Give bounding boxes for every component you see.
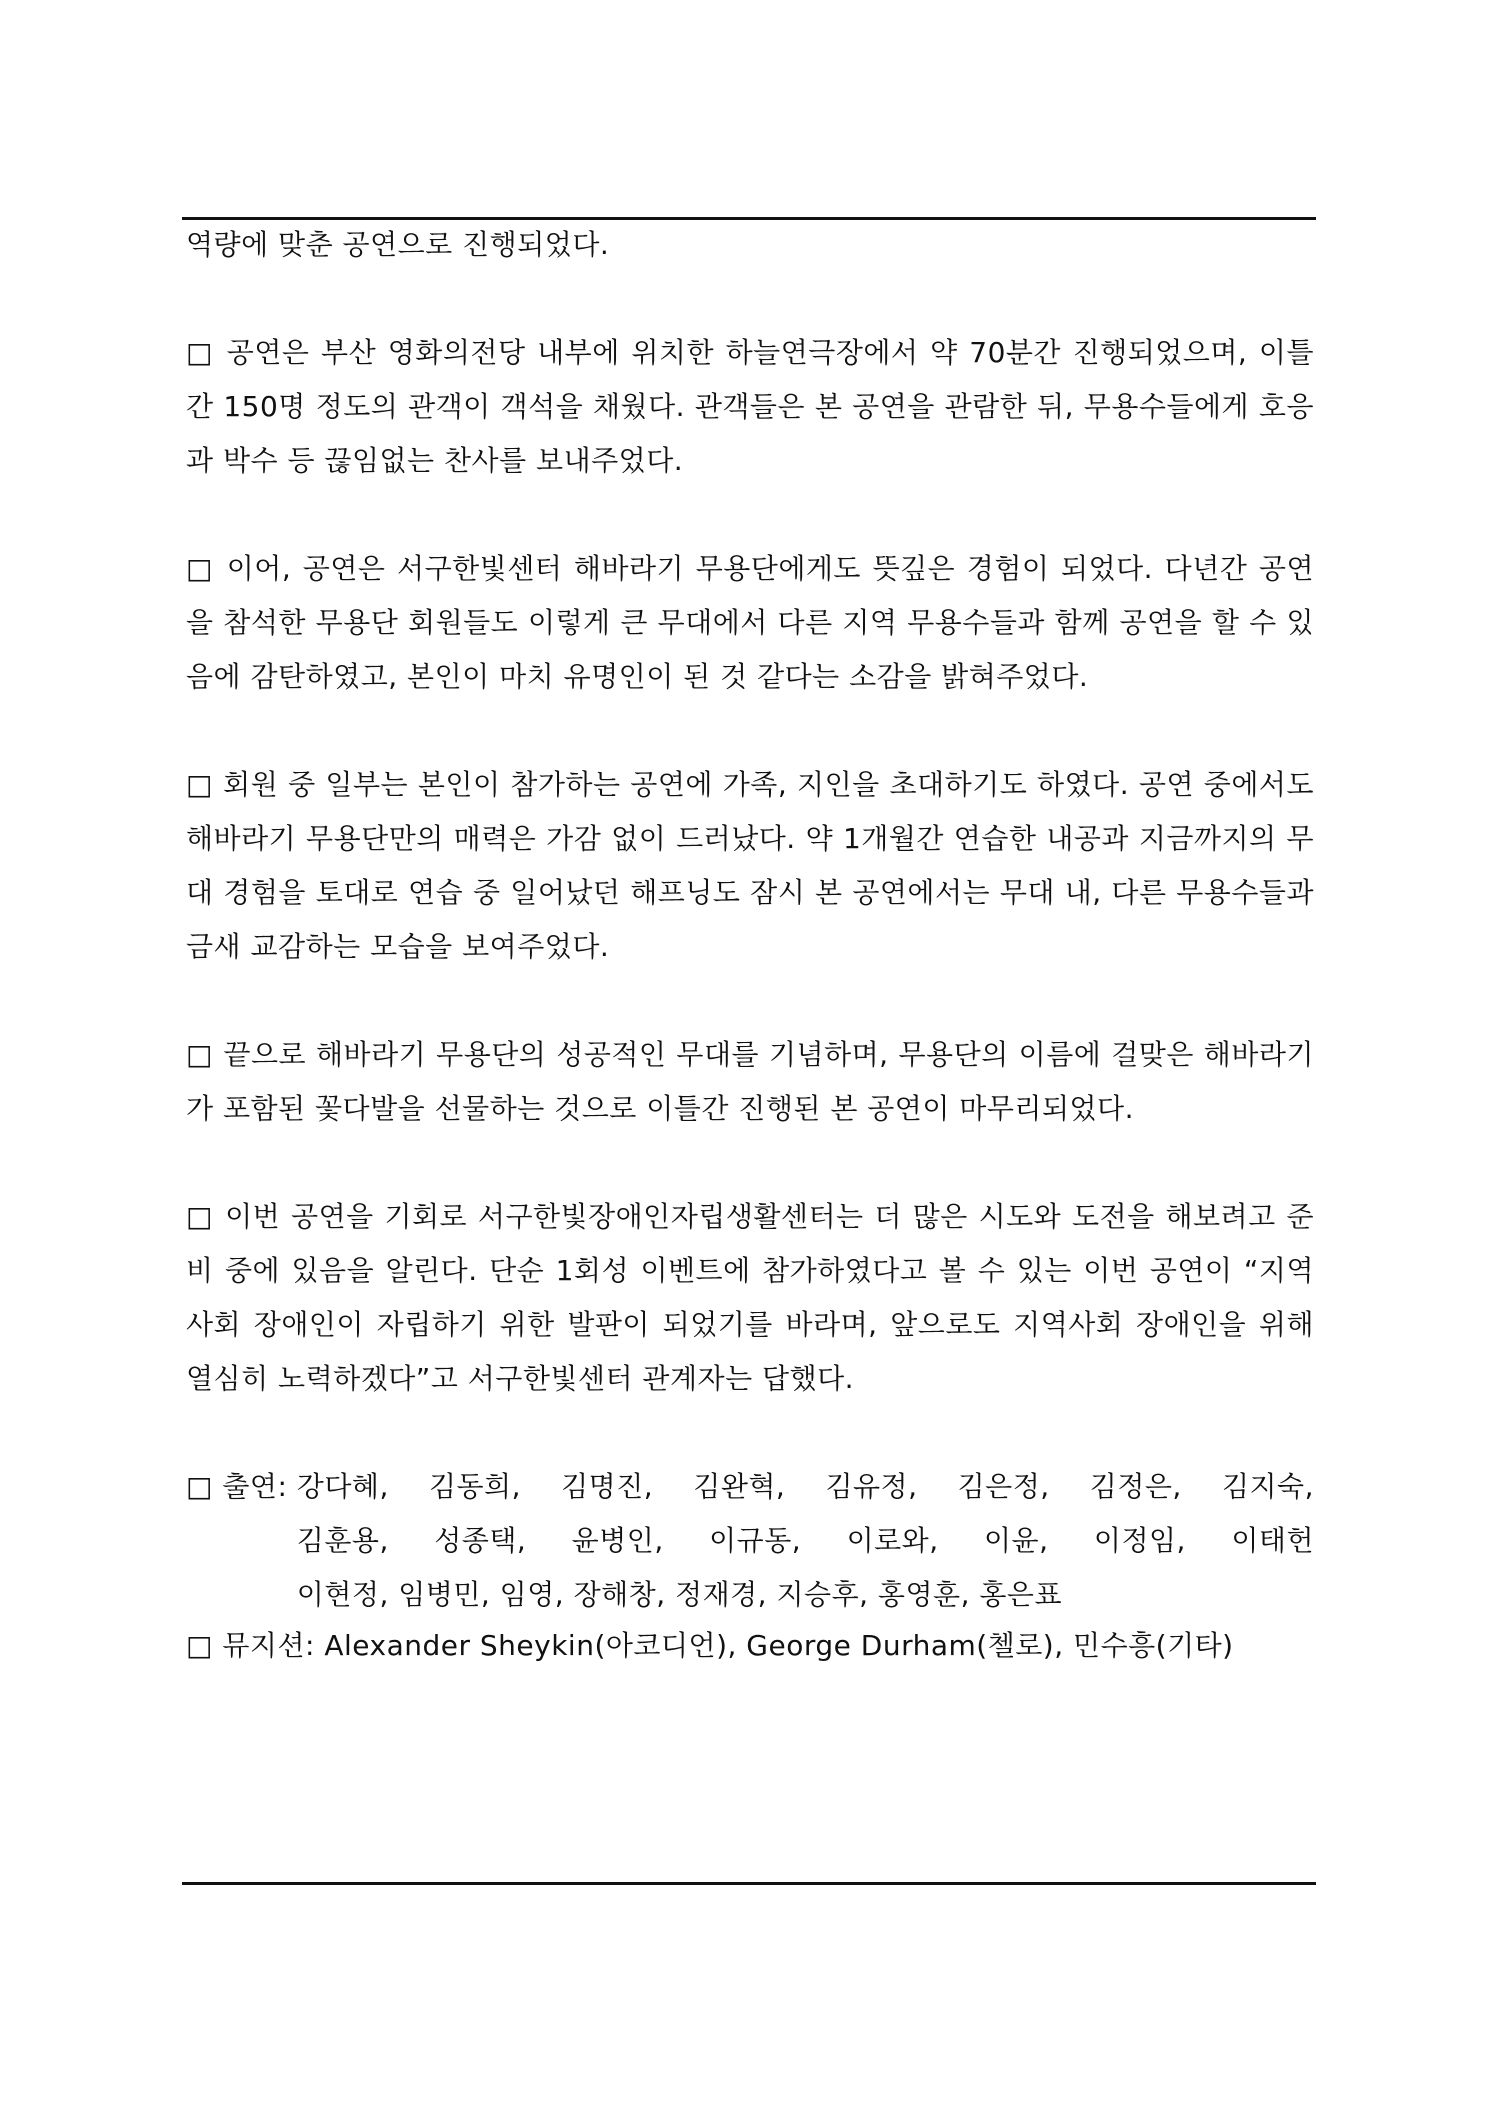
footer-rule: [182, 1882, 1316, 1885]
continued-paragraph-line: 역량에 맞춘 공연으로 진행되었다.: [186, 228, 610, 261]
paragraph-future-plans: □ 이번 공연을 기회로 서구한빛장애인자립생활센터는 더 많은 시도와 도전을 해보려고 준비 중에 있음을 알린다. 단순 1회성 이벤트에 참가하였다고 볼 수 있는 이번 공연이 “지역사회 장애인이 자립하기 위한 발판이 되었기를 바라며, 앞으로도 지역사회 장애인을 위해 열심히 노력하겠다”고 서구한빛센터 관계자는 답했다.: [186, 1200, 1314, 1395]
performers-names: [297, 1460, 1314, 1622]
paragraph-closing: □ 끝으로 해바라기 무용단의 성공적인 무대를 기념하며, 무용단의 이름에 걸맞은 해바라기가 포함된 꽃다발을 선물하는 것으로 이틀간 진행된 본 공연이 마무리되었다.: [186, 1038, 1314, 1125]
paragraph-venue: □ 공연은 부산 영화의전당 내부에 위치한 하늘연극장에서 약 70분간 진행되었으며, 이틀간 150명 정도의 관객이 객석을 채웠다. 관객들은 본 공연을 관람한 뒤, 무용수들에게 호응과 박수 등 끊임없는 찬사를 보내주었다.: [186, 336, 1314, 477]
performers-line: 강다혜, 김동희, 김명진, 김완혁, 김유정, 김은정, 김정은, 김지숙,: [296, 1470, 1314, 1503]
paragraph-members: □ 회원 중 일부는 본인이 참가하는 공연에 가족, 지인을 초대하기도 하였다. 공연 중에서도 해바라기 무용단만의 매력은 가감 없이 드러났다. 약 1개월간 연습한 내공과 지금까지의 무대 경험을 토대로 연습 중 일어났던 해프닝도 잠시 본 공연에서는 무대 내, 다른 무용수들과 금새 교감하는 모습을 보여주었다.: [186, 768, 1314, 963]
performers-line: 이현정, 임병민, 임영, 장해창, 정재경, 지승후, 홍영훈, 홍은표: [296, 1578, 1063, 1611]
paragraph-experience: □ 이어, 공연은 서구한빛센터 해바라기 무용단에게도 뜻깊은 경험이 되었다. 다년간 공연을 참석한 무용단 회원들도 이렇게 큰 무대에서 다른 지역 무용수들과 함께 공연을 할 수 있음에 감탄하였고, 본인이 마치 유명인이 된 것 같다는 소감을 밝혀주었다.: [186, 552, 1314, 693]
performers-label: □ 출연:: [186, 1470, 297, 1503]
musicians-credit: [186, 1622, 1314, 1669]
document-body: [186, 218, 1314, 1669]
performers-credit: [186, 1460, 1314, 1622]
credits-section: [186, 1460, 1314, 1669]
paragraph-spacer: [186, 272, 1314, 326]
musicians-label: □ 뮤지션:: [186, 1629, 325, 1662]
performers-line: 김훈용, 성종택, 윤병인, 이규동, 이로와, 이윤, 이정임, 이태헌: [296, 1524, 1314, 1557]
musicians-names: Alexander Sheykin(아코디언), George Durham(첼로), 민수흥(기타): [324, 1629, 1234, 1662]
